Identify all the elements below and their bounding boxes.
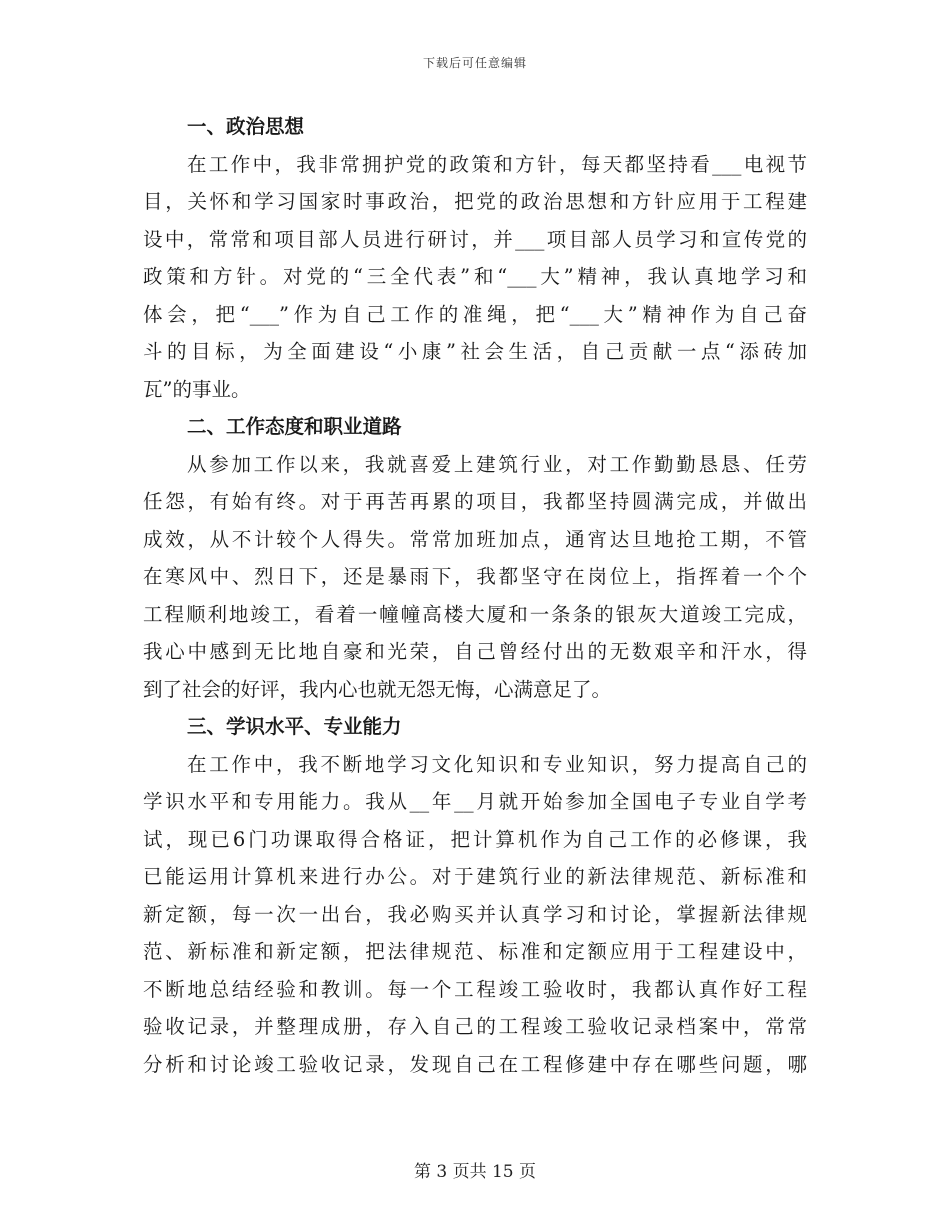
page-header: 下载后可任意编辑 <box>422 56 527 70</box>
paragraph-line: 到了社会的好评，我内心也就无怨无悔，心满意足了。 <box>143 677 612 701</box>
paragraph-line: 在工作中，我不断地学习文化知识和专业知识，努力提高自己的 <box>187 752 807 776</box>
section-heading-work-attitude: 二、工作态度和职业道路 <box>187 415 402 438</box>
paragraph-line: 成效，从不计较个人得失。常常加班加点，通宵达旦地抢工期，不管 <box>143 527 807 551</box>
page-number: 第 3 页共 15 页 <box>413 1162 537 1182</box>
paragraph-line: 目，关怀和学习国家时事政治，把党的政治思想和方针应用于工程建 <box>143 190 807 213</box>
paragraph-line: 我心中感到无比地自豪和光荣，自己曾经付出的无数艰辛和汗水，得 <box>143 640 807 663</box>
paragraph-line: 试，现已6门功课取得合格证，把计算机作为自己工作的必修课，我 <box>143 827 807 851</box>
paragraph-line: 工程顺利地竣工，看着一幢幢高楼大厦和一条条的银灰大道竣工完成， <box>143 602 807 626</box>
paragraph-line: 瓦”的事业。 <box>143 377 251 401</box>
paragraph-line: 验收记录，并整理成册，存入自己的工程竣工验收记录档案中，常常 <box>143 1015 807 1038</box>
paragraph-line: 从参加工作以来，我就喜爱上建筑行业，对工作勤勤恳恳、任劳 <box>187 452 807 476</box>
section-heading-politics: 一、政治思想 <box>187 115 305 138</box>
paragraph-line: 新定额，每一次一出台，我必购买并认真学习和讨论，掌握新法律规 <box>143 902 807 926</box>
paragraph-line: 斗的目标，为全面建设“小康”社会生活，自己贡献一点“添砖加 <box>143 340 807 363</box>
paragraph-line: 范、新标准和新定额，把法律规范、标准和定额应用于工程建设中， <box>143 940 807 963</box>
paragraph-line: 体会，把“___”作为自己工作的准绳，把“___大”精神作为自己奋 <box>143 302 807 326</box>
paragraph-line: 在工作中，我非常拥护党的政策和方针，每天都坚持看___电视节 <box>187 152 807 176</box>
paragraph-line: 设中，常常和项目部人员进行研讨，并___项目部人员学习和宣传党的 <box>143 227 807 251</box>
paragraph-line: 任怨，有始有终。对于再苦再累的项目，我都坚持圆满完成，并做出 <box>143 490 807 513</box>
paragraph-line: 政策和方针。对党的“三全代表”和“___大”精神，我认真地学习和 <box>143 265 807 288</box>
document-body <box>143 108 807 1083</box>
paragraph-line: 学识水平和专用能力。我从__年__月就开始参加全国电子专业自学考 <box>143 790 807 813</box>
paragraph-line: 已能运用计算机来进行办公。对于建筑行业的新法律规范、新标准和 <box>143 865 807 888</box>
paragraph-line: 分析和讨论竣工验收记录，发现自己在工程修建中存在哪些问题，哪 <box>143 1052 807 1076</box>
section-heading-knowledge: 三、学识水平、专业能力 <box>187 715 402 738</box>
paragraph-line: 在寒风中、烈日下，还是暴雨下，我都坚守在岗位上，指挥着一个个 <box>143 565 807 588</box>
paragraph-line: 不断地总结经验和教训。每一个工程竣工验收时，我都认真作好工程 <box>143 977 807 1001</box>
